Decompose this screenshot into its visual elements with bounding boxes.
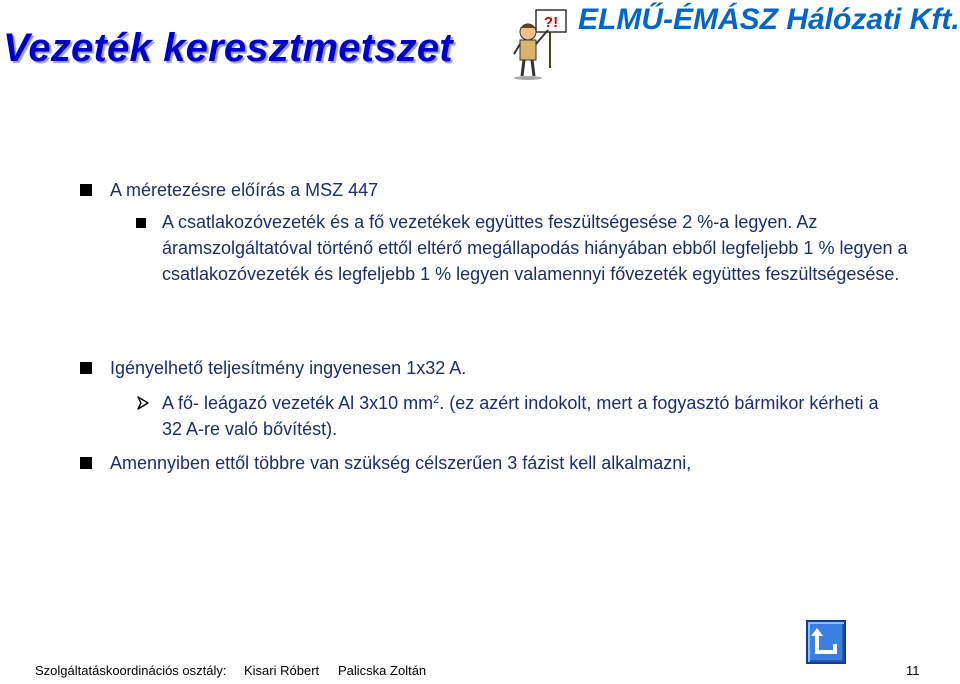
square-bullet-icon <box>80 362 92 374</box>
slide-title: Vezeték keresztmetszet <box>3 26 453 70</box>
mascot-sign-text: ?! <box>543 14 559 31</box>
bullet-text: Amennyiben ettől többre van szükség célszerűen 3 fázist kell alkalmazni, <box>110 453 692 473</box>
bullet-text: A méretezésre előírás a MSZ 447 <box>110 180 379 200</box>
footer-author: Kisari Róbert <box>244 663 320 678</box>
brand-logo-text: ELMŰ-ÉMÁSZ Hálózati Kft. <box>578 3 960 36</box>
square-bullet-icon <box>80 184 92 196</box>
mascot-with-sign-icon <box>510 8 570 80</box>
return-arrow-icon <box>808 622 844 662</box>
square-bullet-icon <box>136 218 146 228</box>
arrow-bullet-icon <box>136 396 150 410</box>
footer-author: Palicska Zoltán <box>338 663 427 678</box>
sub-bullet-text: A csatlakozóvezeték és a fő vezetékek együttes feszültségesése 2 %-a legyen. Az áramszolgáltatóval történő ettől eltérő megállapodás hiányában ebből legfeljebb 1 % legyen a csatlakozóvezeték és legfeljebb 1 % legyen valamennyi fővezeték együttes feszültségesése. <box>162 212 908 284</box>
footer-department: Szolgáltatáskoordinációs osztály: <box>35 663 227 678</box>
return-button[interactable] <box>806 620 846 664</box>
square-bullet-icon <box>80 457 92 469</box>
sub-bullet-text: A fő- leágazó vezeték Al 3x10 $mm^2$. (ez azért indokolt, mert a fogyasztó bármikor kérheti a 32 A-re való bővítést). <box>162 393 879 439</box>
bullet-text: Igényelhető teljesítmény ingyenesen 1x32 A. <box>110 358 467 378</box>
page-number: 11 <box>906 663 920 678</box>
